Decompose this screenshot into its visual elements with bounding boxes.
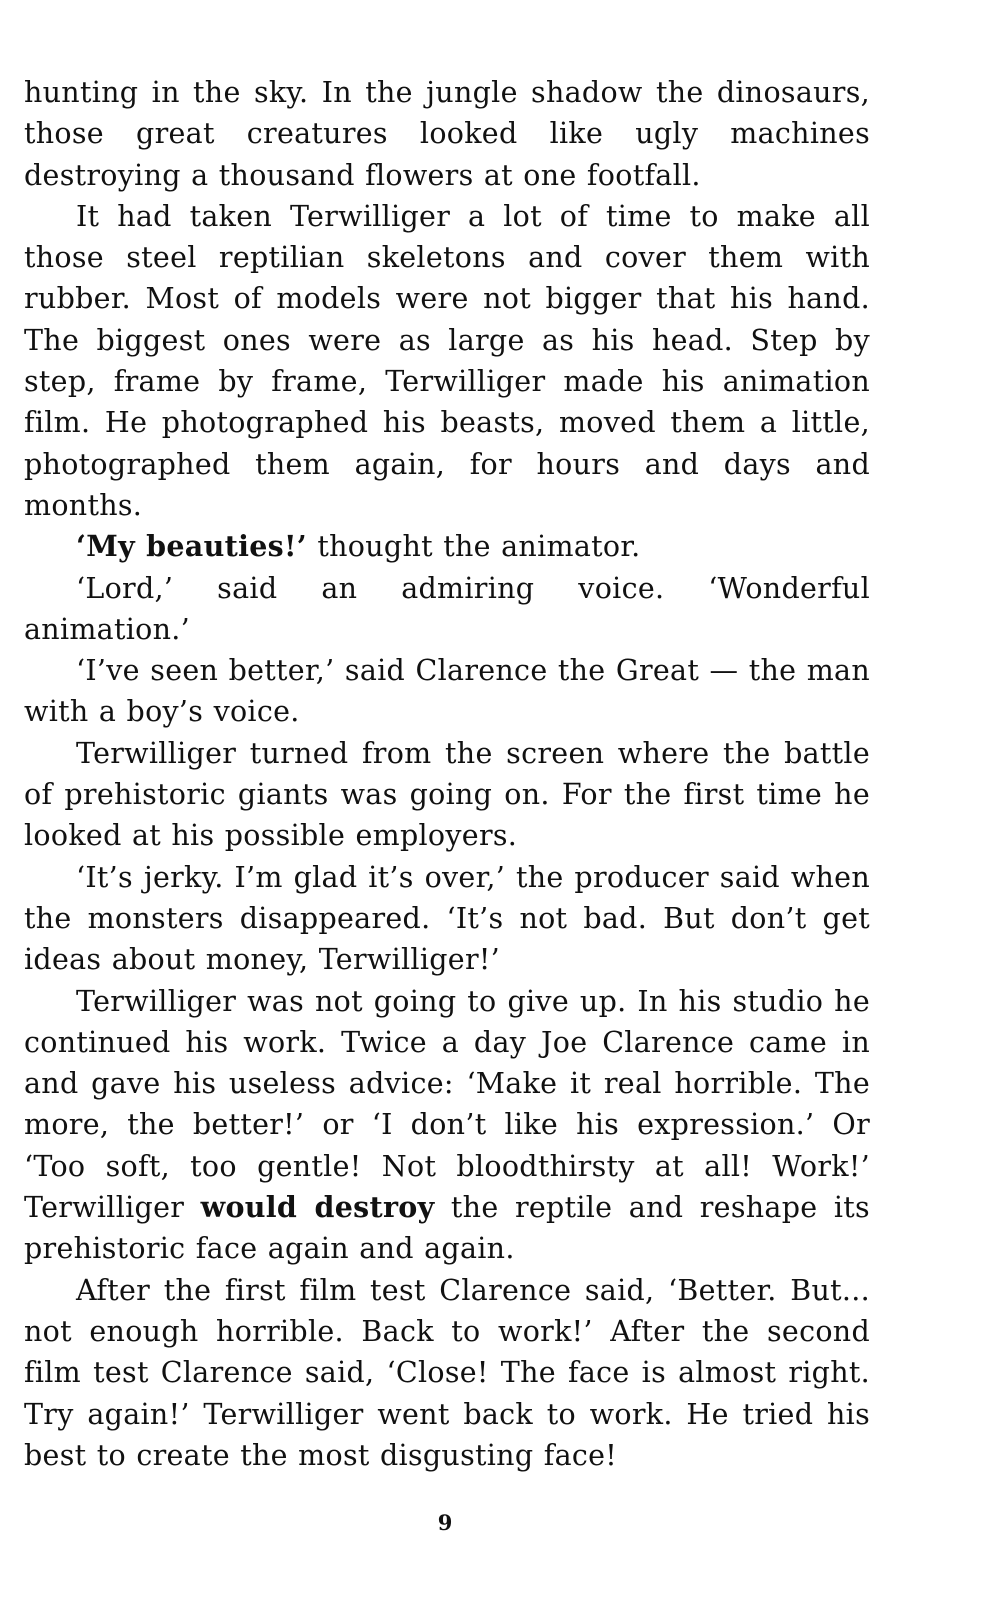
bold-phrase-beauties: ‘My beauties!’ <box>76 529 308 564</box>
paragraph-7: ‘It’s jerky. I’m glad it’s over,’ the producer said when the monsters disappeared. ‘It’s not bad. But don’t get ideas about money, Terwilliger!’ <box>24 860 870 977</box>
paragraph-4: ‘Lord,’ said an admiring voice. ‘Wonderful animation.’ <box>24 571 870 646</box>
paragraph-2: It had taken Terwilliger a lot of time to make all those steel reptilian skeletons and cover them with rubber. Most of models were not bigger that his hand. The biggest ones were as large as his head. Step by step, frame by frame, Terwilliger made his animation film. He photographed his beasts, moved them a little, photographed them again, for hours and days and months. <box>24 199 870 522</box>
paragraph-8: Terwilliger was not going to give up. In his studio he continued his work. Twice a day Joe Clarence came in and gave his useless advice: ‘Make it real horrible. The more, the better!’ or ‘I don’t like his expression.’ Or ‘Too soft, too gentle! Not bloodthirsty at all! Work!’ Terwilliger would destroy the reptile and reshape its prehistoric face again and again. <box>24 984 870 1266</box>
paragraph-5: ‘I’ve seen better,’ said Clarence the Great — the man with a boy’s voice. <box>24 654 870 729</box>
body-text <box>24 72 870 1476</box>
paragraph-3: ‘My beauties!’ thought the animator. <box>76 529 641 564</box>
paragraph-1: hunting in the sky. In the jungle shadow the dinosaurs, those great creatures looked like ugly machines destroying a thousand flowers at one footfall. <box>24 76 870 192</box>
paragraph-9: After the first film test Clarence said, ‘Better. But... not enough horrible. Back to work!’ After the second film test Clarence said, ‘Close! The face is almost right. Try again!’ Terwilliger went back to work. He tried his best to create the most disgusting face! <box>24 1273 870 1472</box>
page-number: 9 <box>437 1510 453 1535</box>
bold-phrase-would-destroy: would destroy <box>200 1190 435 1225</box>
paragraph-6: Terwilliger turned from the screen where the battle of prehistoric giants was going on. For the first time he looked at his possible employers. <box>24 736 870 853</box>
